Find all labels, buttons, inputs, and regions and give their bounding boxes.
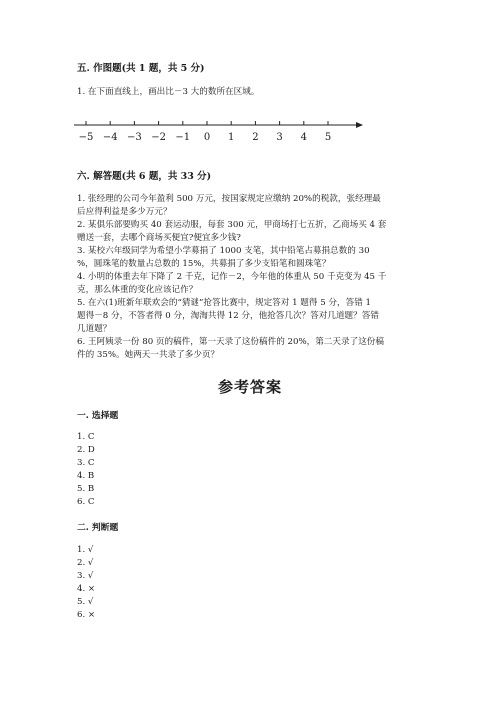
- text-line: 赠送一套，去哪个商场买便宜?便宜多少钱?: [77, 233, 241, 243]
- answer-item: 3. C: [77, 458, 95, 468]
- tick-label: 3: [276, 132, 283, 143]
- text-line: 后应得利益是多少万元？: [77, 207, 172, 217]
- answer-item: 5. B: [77, 484, 95, 494]
- answer-item: 2. D: [77, 445, 95, 455]
- answer-item: 4. B: [77, 471, 95, 481]
- tick-label: 5: [324, 132, 332, 143]
- answer-item: 2. √: [77, 558, 94, 568]
- text-line: %，圆珠笔的数量占总数的 15%，共募捐了多少支铅笔和圆珠笔？: [77, 259, 331, 269]
- tick-label: −2: [151, 132, 166, 143]
- answer-item: 4. ×: [77, 584, 96, 594]
- text-line: 几道题？: [77, 324, 112, 334]
- text-line: 3. 某校六年级同学为希望小学募捐了 1000 支笔，其中铅笔占募捐总数的 30: [77, 246, 370, 256]
- arrow-icon: [356, 122, 363, 128]
- text-line: 1. 张经理的公司今年盈利 500 万元，按国家规定应缴纳 20%的税款，张经理最: [77, 194, 381, 204]
- choice-section-title: 一. 选择题: [77, 411, 119, 421]
- text-line: 克，那么体重的变化应该记作？: [77, 285, 198, 295]
- judge-section-title: 二. 判断题: [77, 523, 119, 533]
- section5-title: 五. 作图题(共 1 题，共 5 分): [77, 63, 205, 74]
- section6-title: 六. 解答题(共 6 题，共 33 分): [77, 171, 212, 182]
- section5-question-1: 1. 在下面直线上，画出比－3 大的数所在区域。: [77, 87, 260, 97]
- answer-item: 5. √: [77, 597, 94, 607]
- answer-item: 6. C: [77, 497, 95, 507]
- tick-label: −3: [127, 132, 142, 143]
- text-line: 6. 王阿姨录一份 80 页的稿件，第一天录了这份稿件的 20%，第二天录了这份稿: [77, 337, 384, 347]
- answer-item: 3. √: [77, 571, 94, 581]
- tick-label: 2: [252, 132, 259, 143]
- text-line: 4. 小明的体重去年下降了 2 千克，记作－2，今年他的体重从 50 千克变为 45 千: [77, 272, 387, 282]
- text-line: 题得－8 分，不答者得 0 分，淘淘共得 12 分，他抢答几次？答对几道题？答错: [77, 311, 379, 321]
- tick-label: 0: [203, 132, 211, 143]
- tick-label: −5: [78, 132, 94, 143]
- text-line: 2. 某俱乐部要购买 40 套运动服，每套 300 元，甲商场打七五折，乙商场买 4 套: [77, 220, 387, 230]
- text-line: 5. 在六(1)班新年联欢会的“猜谜”抢答比赛中，规定答对 1 题得 5 分，答错 1: [77, 298, 371, 308]
- tick-label: 4: [300, 132, 307, 143]
- tick-label: −4: [102, 132, 118, 143]
- answer-item: 6. ×: [77, 610, 96, 620]
- tick-label: 1: [228, 132, 235, 143]
- number-line: [72, 112, 372, 148]
- answer-item: 1. √: [77, 545, 94, 555]
- tick-label: −1: [175, 132, 191, 143]
- answers-title: 参考答案: [217, 378, 282, 396]
- answer-item: 1. C: [77, 432, 95, 442]
- text-line: 件的 35%。她两天一共录了多少页？: [77, 350, 220, 360]
